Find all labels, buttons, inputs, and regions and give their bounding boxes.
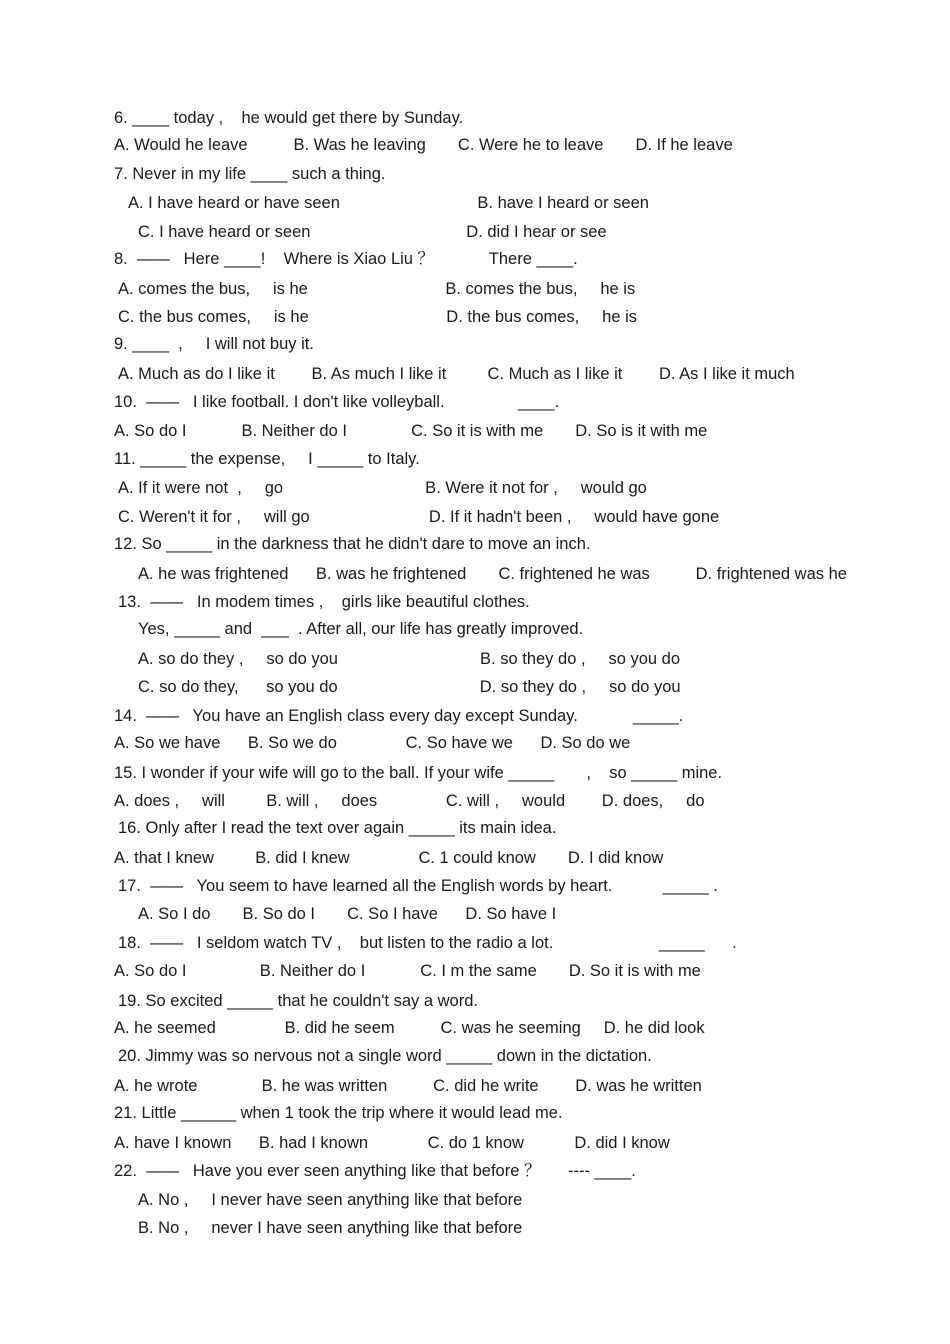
question-18-options: A. So do I B. Neither do I C. I m the same D. So it is with me — [114, 962, 701, 980]
question-7-options-cd: C. I have heard or seen D. did I hear or see — [138, 223, 607, 241]
question-22-option-b: B. No , never I have seen anything like that before — [138, 1219, 523, 1237]
question-14-options: A. So we have B. So we do C. So have we D. So do we — [114, 734, 631, 752]
question-8-options-cd: C. the bus comes, is he D. the bus comes, he is — [118, 308, 638, 326]
question-13-options-cd: C. so do they, so you do D. so they do , so do you — [138, 678, 681, 696]
question-10-options: A. So do I B. Neither do I C. So it is with me D. So is it with me — [114, 422, 708, 440]
question-14: 14. —— You have an English class every day except Sunday. _____. — [114, 707, 684, 725]
question-10: 10. —— I like football. I don't like volleyball. ____. — [114, 393, 560, 411]
question-15: 15. I wonder if your wife will go to the ball. If your wife _____ , so _____ mine. — [114, 764, 723, 782]
question-11-options-ab: A. If it were not , go B. Were it not for , would go — [118, 479, 647, 497]
question-17-options: A. So I do B. So do I C. So I have D. So have I — [138, 905, 557, 923]
question-11-options-cd: C. Weren't it for , will go D. If it hadn't been , would have gone — [118, 508, 720, 526]
question-16-options: A. that I knew B. did I knew C. 1 could know D. I did know — [114, 849, 664, 867]
question-22-option-a: A. No , I never have seen anything like that before — [138, 1191, 523, 1209]
question-6: 6. ____ today , he would get there by Sunday. — [114, 109, 464, 127]
question-21: 21. Little ______ when 1 took the trip where it would lead me. — [114, 1104, 563, 1122]
question-20-options: A. he wrote B. he was written C. did he write D. was he written — [114, 1077, 702, 1095]
question-7-options-ab: A. I have heard or have seen B. have I heard or seen — [128, 194, 649, 212]
question-15-options: A. does , will B. will , does C. will , would D. does, do — [114, 792, 705, 810]
question-13: 13. —— In modem times , girls like beautiful clothes. — [118, 593, 530, 611]
question-20: 20. Jimmy was so nervous not a single word _____ down in the dictation. — [118, 1047, 652, 1065]
question-11: 11. _____ the expense, I _____ to Italy. — [114, 450, 420, 468]
question-7: 7. Never in my life ____ such a thing. — [114, 165, 386, 183]
question-17: 17. —— You seem to have learned all the English words by heart. _____ . — [118, 877, 718, 895]
question-12-options: A. he was frightened B. was he frightened C. frightened he was D. frightened was he — [138, 565, 847, 583]
question-21-options: A. have I known B. had I known C. do 1 know D. did I know — [114, 1134, 670, 1152]
question-19-options: A. he seemed B. did he seem C. was he seeming D. he did look — [114, 1019, 705, 1037]
question-18: 18. —— I seldom watch TV , but listen to the radio a lot. _____ . — [118, 934, 737, 952]
question-16: 16. Only after I read the text over again _____ its main idea. — [118, 819, 557, 837]
question-13-response: Yes, _____ and ___ . After all, our life has greatly improved. — [138, 620, 584, 638]
question-13-options-ab: A. so do they , so do you B. so they do , so you do — [138, 650, 681, 668]
question-9: 9. ____ , I will not buy it. — [114, 335, 314, 353]
question-19: 19. So excited _____ that he couldn't say a word. — [118, 992, 478, 1010]
question-22: 22. —— Have you ever seen anything like that before ？ ---- ____. — [114, 1162, 636, 1180]
question-12: 12. So _____ in the darkness that he didn't dare to move an inch. — [114, 535, 591, 553]
question-8-options-ab: A. comes the bus, is he B. comes the bus, he is — [118, 280, 636, 298]
question-9-options: A. Much as do I like it B. As much I like it C. Much as I like it D. As I like it much — [118, 365, 795, 383]
question-6-options: A. Would he leave B. Was he leaving C. Were he to leave D. If he leave — [114, 136, 733, 154]
question-8: 8. —— Here ____! Where is Xiao Liu ？ There ____. — [114, 250, 578, 268]
